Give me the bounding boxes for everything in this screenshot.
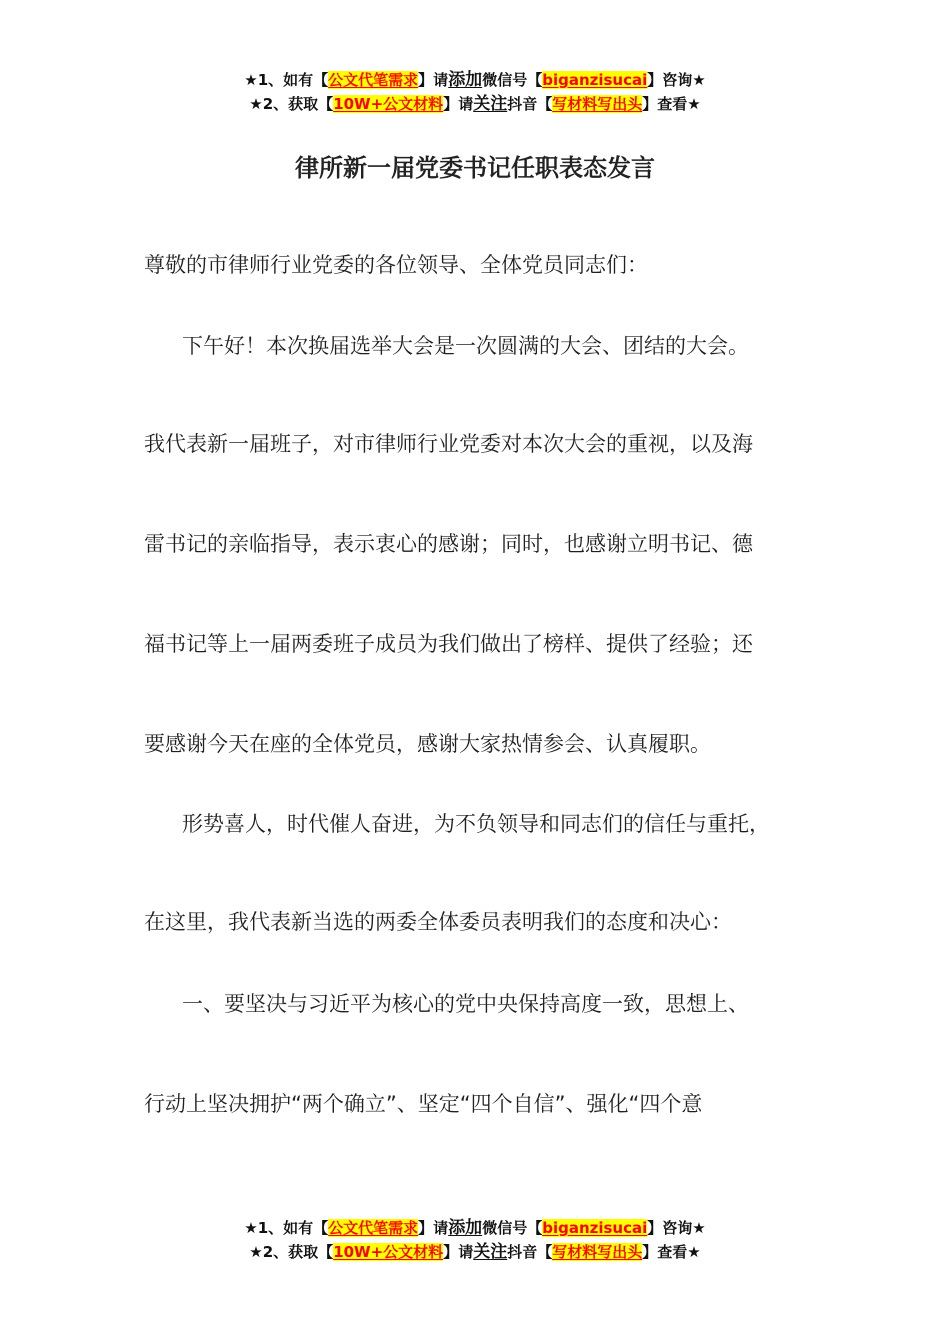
footer-banner	[0, 1216, 950, 1264]
body-line: 福书记等上一届两委班子成员为我们做出了榜样、提供了经验；还	[144, 632, 753, 656]
emphasis-follow: 关注	[473, 1242, 508, 1262]
highlight-wechat-id: biganzisucai	[542, 71, 648, 89]
header-banner	[0, 68, 950, 116]
highlight-materials: 10W+公文材料	[333, 95, 444, 113]
highlight-douyin-id: 写材料写出头	[552, 95, 643, 113]
highlight-service: 公文代笔需求	[328, 71, 419, 89]
body-line: 下午好！本次换届选举大会是一次圆满的大会、团结的大会。	[182, 334, 749, 358]
highlight-materials: 10W+公文材料	[333, 1243, 444, 1261]
body-line: 一、要坚决与习近平为核心的党中央保持高度一致，思想上、	[182, 992, 749, 1016]
emphasis-add: 添加	[448, 70, 483, 90]
emphasis-add: 添加	[448, 1218, 483, 1238]
body-line: 行动上坚决拥护“两个确立”、坚定“四个自信”、强化“四个意	[144, 1092, 703, 1116]
banner-line-1: ★1、如有【公文代笔需求】请添加微信号【biganzisucai】咨询★	[244, 1218, 706, 1238]
body-line: 雷书记的亲临指导，表示衷心的感谢；同时，也感谢立明书记、德	[144, 532, 753, 556]
body-line: 在这里，我代表新当选的两委全体委员表明我们的态度和决心：	[144, 910, 732, 934]
banner-line-1: ★1、如有【公文代笔需求】请添加微信号【biganzisucai】咨询★	[244, 70, 706, 90]
highlight-service: 公文代笔需求	[328, 1219, 419, 1237]
body-line: 我代表新一届班子，对市律师行业党委对本次大会的重视，以及海	[144, 432, 753, 456]
emphasis-follow: 关注	[473, 94, 508, 114]
document-title: 律所新一届党委书记任职表态发言	[295, 154, 655, 182]
banner-line-2: ★2、获取【10W+公文材料】请关注抖音【写材料写出头】查看★	[249, 1242, 701, 1262]
banner-line-2: ★2、获取【10W+公文材料】请关注抖音【写材料写出头】查看★	[249, 94, 701, 114]
body-line: 形势喜人，时代催人奋进，为不负领导和同志们的信任与重托，	[182, 812, 770, 836]
highlight-wechat-id: biganzisucai	[542, 1219, 648, 1237]
body-line: 尊敬的市律师行业党委的各位领导、全体党员同志们：	[144, 253, 648, 277]
highlight-douyin-id: 写材料写出头	[552, 1243, 643, 1261]
body-line: 要感谢今天在座的全体党员，感谢大家热情参会、认真履职。	[144, 732, 711, 756]
